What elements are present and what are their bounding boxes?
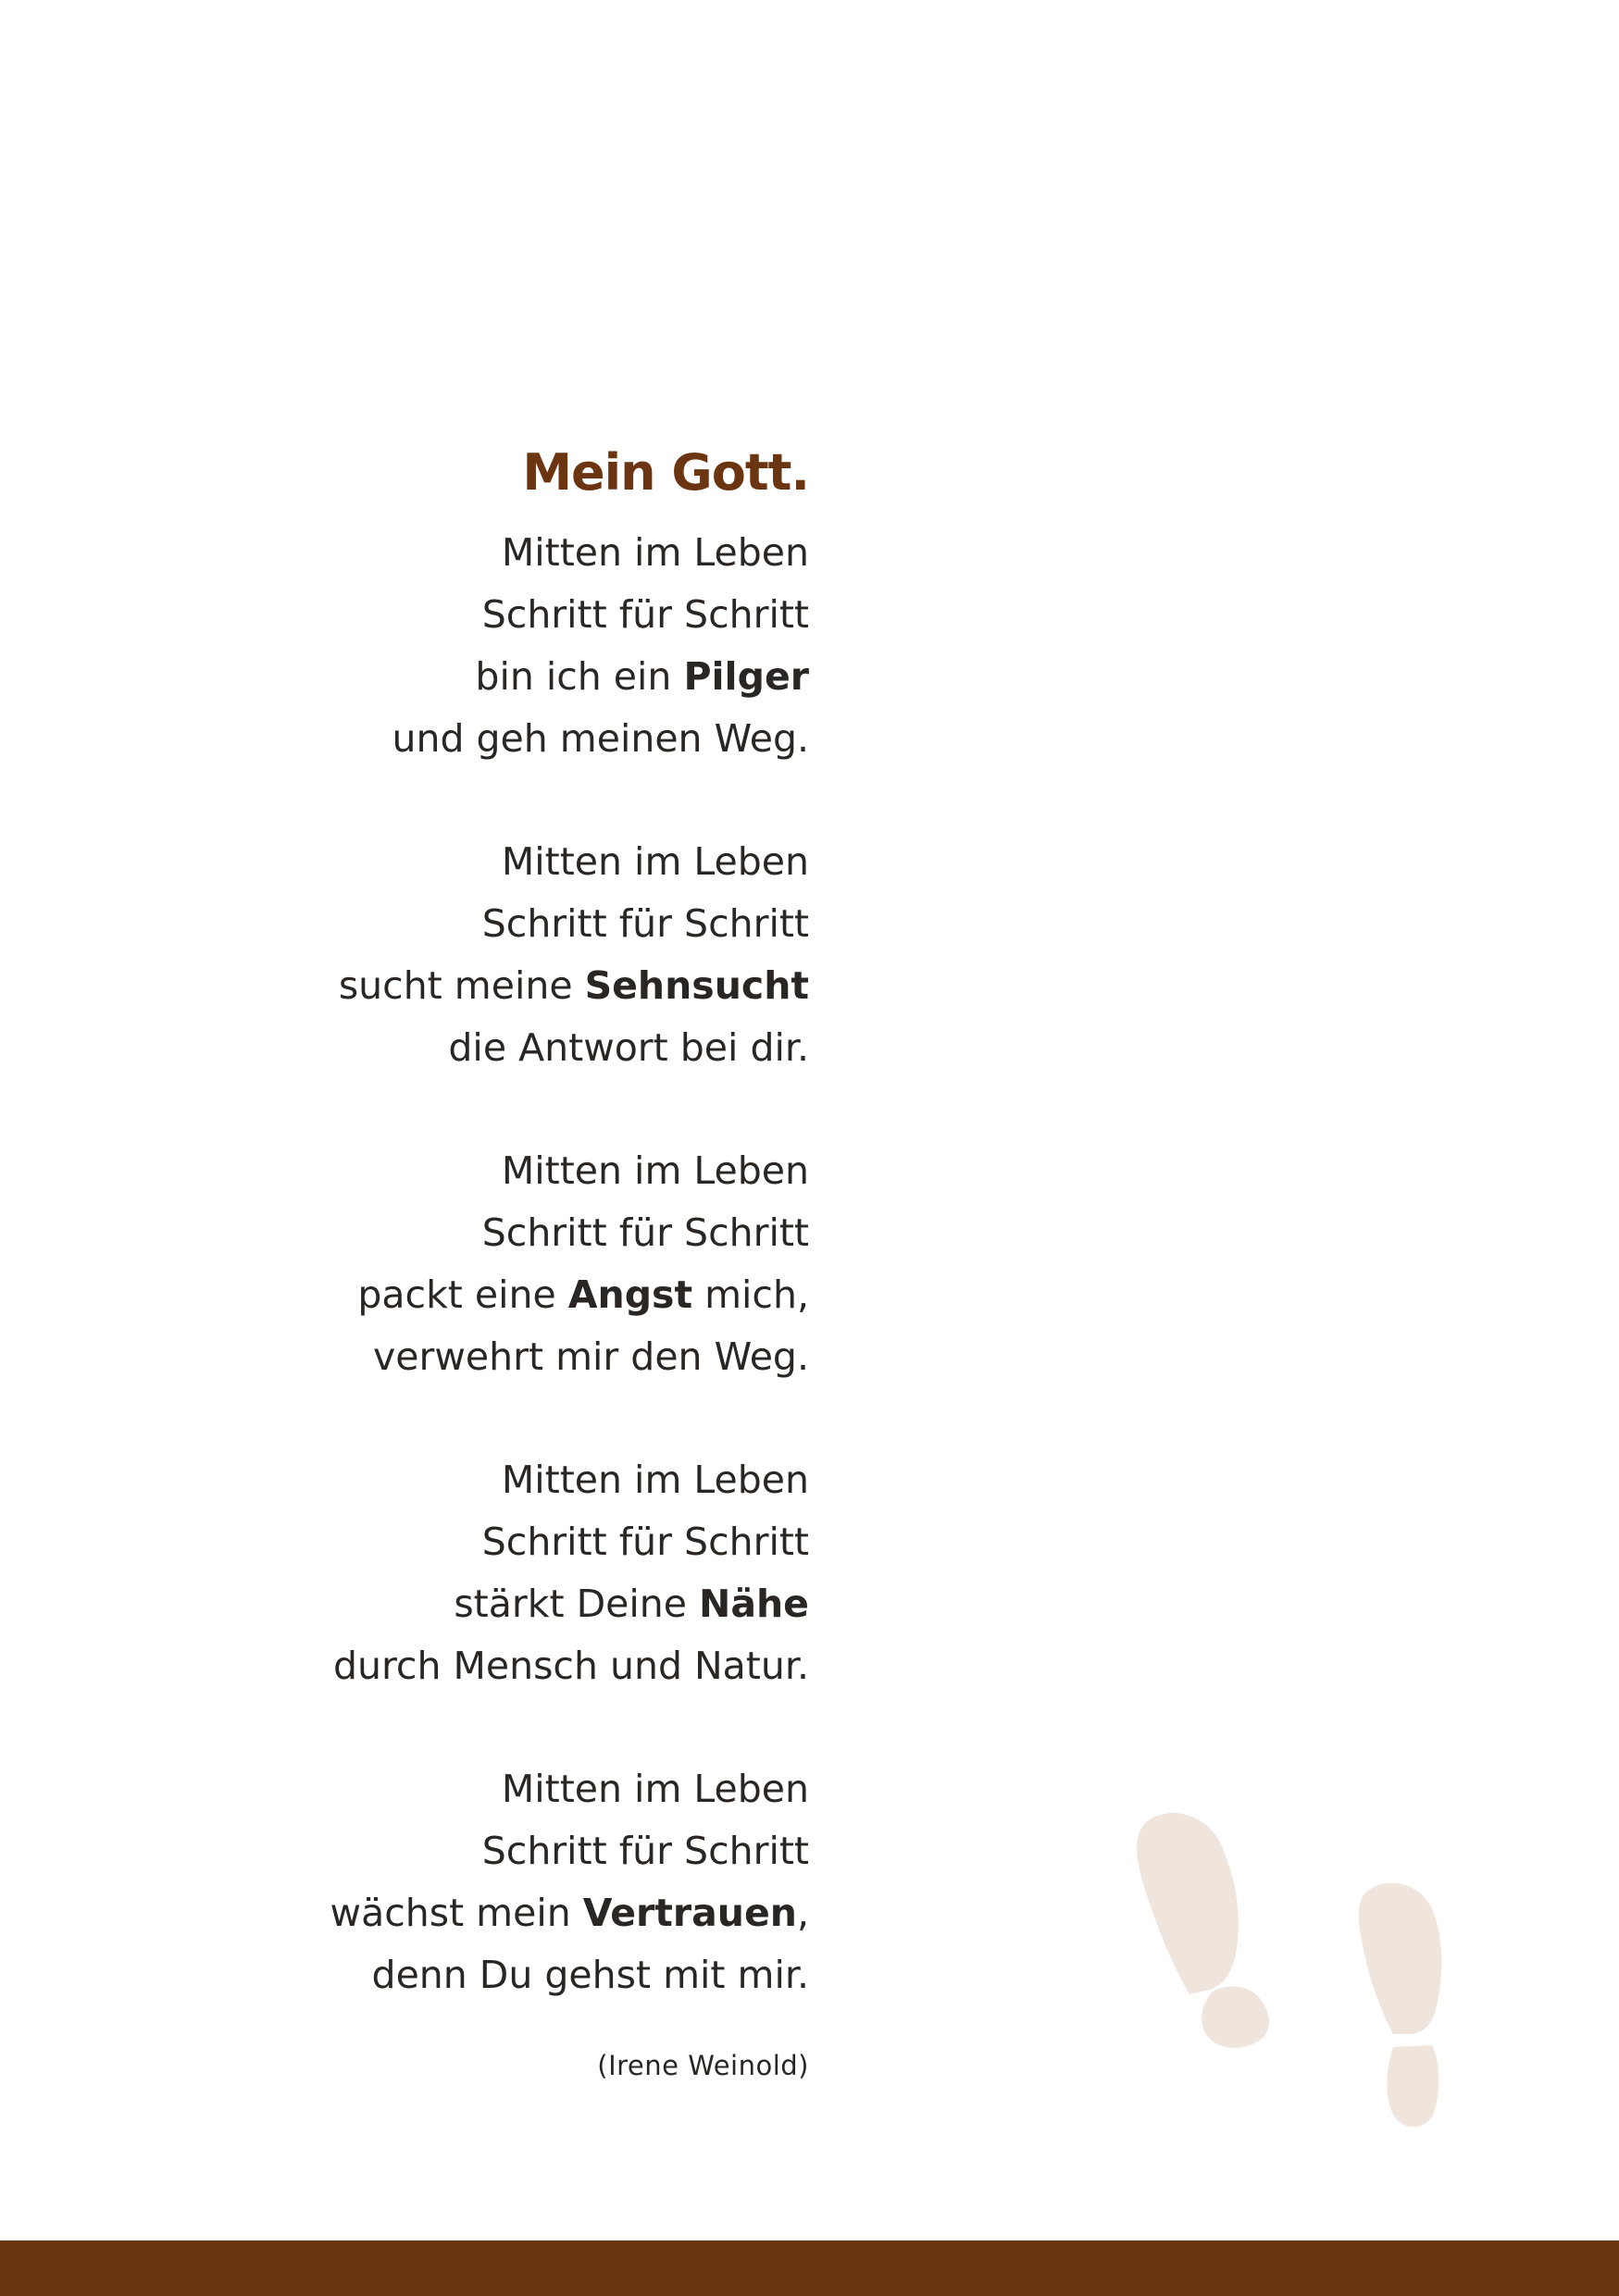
poem-line: sucht meine Sehnsucht [338,963,809,1008]
keyword: Pilger [683,654,809,699]
poem-line: Schritt für Schritt [481,1520,809,1564]
stanza [222,1449,809,1697]
keyword: Angst [567,1272,693,1317]
poem-line: Mitten im Leben [501,1458,809,1502]
poem-line: bin ich ein Pilger [475,654,809,699]
keyword: Vertrauen [582,1891,797,1935]
poem-line: Mitten im Leben [501,1148,809,1193]
poem-line: packt eine Angst mich, [357,1272,809,1317]
footprints-icon [1125,1805,1495,2212]
poem-line: verwehrt mir den Weg. [373,1334,809,1379]
poem-line: durch Mensch und Natur. [332,1644,809,1688]
right-heel-shape [1388,2045,1439,2127]
poem-line: Schritt für Schritt [481,1210,809,1255]
stanza [222,1758,809,2006]
poem-line: die Antwort bei dir. [448,1025,809,1070]
poem-line: Mitten im Leben [501,530,809,575]
keyword: Nähe [699,1582,809,1626]
poem-line: Mitten im Leben [501,1767,809,1811]
left-sole-shape [1137,1813,1239,1994]
footer-bar [0,2240,1619,2296]
poem-line: Schritt für Schritt [481,1829,809,1873]
stanza [222,1140,809,1388]
poem-line: und geh meinen Weg. [392,716,809,761]
stanza [222,522,809,770]
left-heel-shape [1202,1986,1269,2047]
right-sole-shape [1359,1883,1442,2034]
poem-line: Schritt für Schritt [481,592,809,637]
keyword: Sehnsucht [584,963,809,1008]
stanza [222,831,809,1079]
poem-author: (Irene Weinold) [597,2050,809,2081]
poem-line: Schritt für Schritt [481,901,809,946]
poem-line: denn Du gehst mit mir. [371,1953,809,1997]
poem [222,431,809,2111]
poem-line: Mitten im Leben [501,839,809,884]
poem-title: Mein Gott. [522,443,809,502]
poem-line: wächst mein Vertrauen, [330,1891,809,1935]
poem-line: stärkt Deine Nähe [454,1582,809,1626]
